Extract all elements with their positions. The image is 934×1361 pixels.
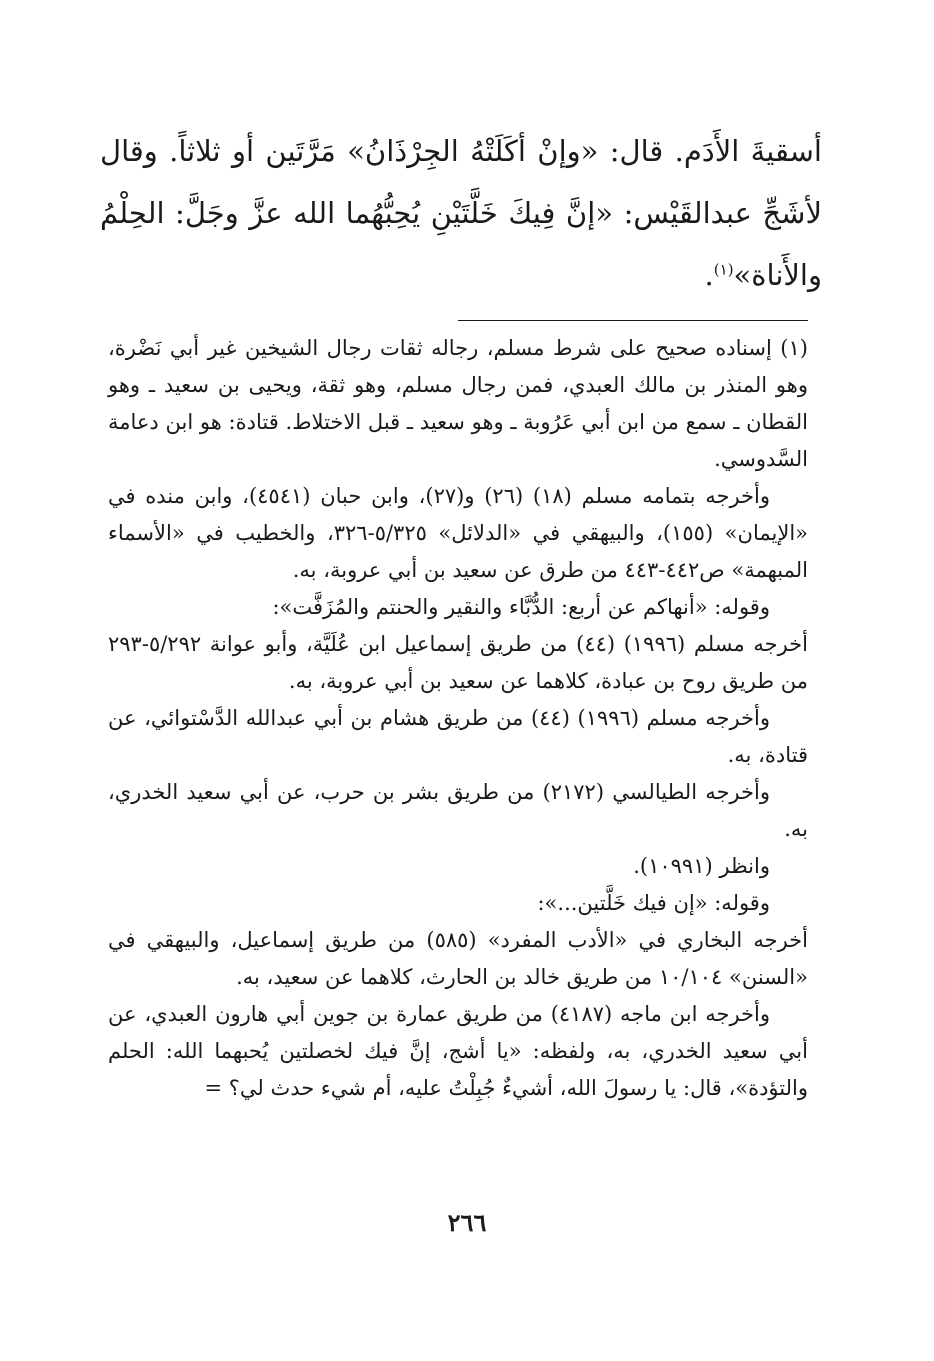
footnote-paragraph: وانظر (١٠٩٩١). [633,854,770,878]
main-paragraph [100,120,822,306]
footnote-paragraph: أخرجه البخاري في «الأدب المفرد» (٥٨٥) من طريق إسماعيل، والبيهقي في «السنن» ١٠/١٠٤ من طريق خالد بن الحارث، كلاهما عن سعيد، به. [108,928,808,989]
main-paragraph-text: أسقيةَ الأَدَم. قال: «وإنْ أكَلَتْهُ الجِرْذَانُ» مَرَّتَين أو ثلاثاً. وقال لأشَجِّ عبدالقَيْس: «إنَّ فِيكَ خَلَّتَيْنِ يُحِبُّهُما الله عزَّ وجَلَّ: الحِلْمُ والأَناة» [100,134,822,292]
footnote-paragraph: وأخرجه بتمامه مسلم (١٨) (٢٦) و(٢٧)، وابن حبان (٤٥٤١)، وابن منده في «الإيمان» (١٥٥)، والبيهقي في «الدلائل» ٥/٣٢٥-٣٢٦، والخطيب في «الأسماء المبهمة» ص٤٤٢-٤٤٣ من طرق عن سعيد بن أبي عروبة، به. [108,484,808,582]
footnote-paragraph: وقوله: «إن فيك خَلَّتين...»: [537,891,770,915]
footnote-paragraph: (١) إسناده صحيح على شرط مسلم، رجاله ثقات رجال الشيخين غير أبي نَضْرة، وهو المنذر بن مالك العبدي، فمن رجال مسلم، وهو ثقة، ويحيى بن سعيد ـ وهو القطان ـ سمع من ابن أبي عَرُوبة ـ وهو سعيد ـ قبل الاختلاط. قتادة: هو ابن دعامة السَّدوسي. [108,336,808,471]
main-end-punct: . [704,258,714,292]
footnote-paragraph: وأخرجه الطيالسي (٢١٧٢) من طريق بشر بن حرب، عن أبي سعيد الخدري، به. [108,780,808,841]
main-text [100,120,822,306]
page-number: ٢٦٦ [447,1208,487,1237]
footnote-paragraph: وأخرجه ابن ماجه (٤١٨٧) من طريق عمارة بن جوين أبي هارون العبدي، عن أبي سعيد الخدري، به، ولفظه: «يا أشج، إنَّ فيك لخصلتين يُحبهما الله: الحلم والتؤدة»، قال: يا رسولَ الله، أشيءٌ جُبِلْتُ عليه، أم شيء حدث لي؟ = [108,1002,808,1100]
footnote-separator [458,320,808,321]
footnotes [108,330,808,1107]
footnote-marker: (١) [713,260,734,279]
footnote-paragraph: أخرجه مسلم (١٩٩٦) (٤٤) من طريق إسماعيل ابن عُلَيَّة، وأبو عوانة ٥/٢٩٢-٢٩٣ من طريق روح بن عبادة، كلاهما عن سعيد بن أبي عروبة، به. [108,632,808,693]
footnote-paragraph: وأخرجه مسلم (١٩٩٦) (٤٤) من طريق هشام بن أبي عبدالله الدَّسْتوائي، عن قتادة، به. [108,706,808,767]
footnote-paragraph: وقوله: «أنهاكم عن أربع: الدُّبَّاء والنقير والحنتم والمُزَفَّت»: [272,595,770,619]
